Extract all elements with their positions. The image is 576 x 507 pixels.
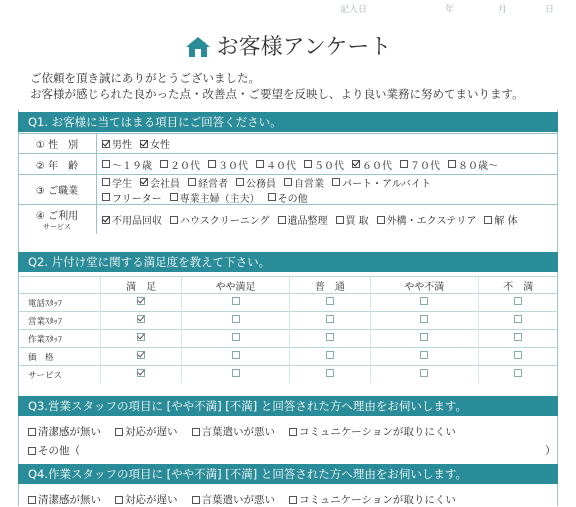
row-label-text: ③ ご職業 [35,186,79,197]
sat-column-header: 普 通 [289,277,370,294]
q1-option[interactable] [140,136,170,151]
sat-cell [101,330,182,348]
option-label: ハウスクリーニング [180,216,270,227]
q4-heading: Q4.作業スタッフの項目に [やや不満] [不満] と回答された方へ理由をお伺いします。 [18,464,558,484]
option-label: ４０代 [266,160,296,172]
option-line [102,190,431,205]
q1-heading: Q1. お客様に当てはまる項目にご回答ください。 [18,112,558,132]
q1-option[interactable] [304,157,344,172]
sat-cell [101,366,182,384]
checkbox[interactable] [115,496,123,504]
satisfaction-table [18,276,558,383]
option-label: 解 体 [494,216,518,227]
checkbox[interactable] [332,178,340,186]
date-day: 日 [545,5,555,15]
sat-checkbox[interactable] [514,351,522,359]
option-label: その他 [277,193,308,205]
checkbox[interactable] [140,140,148,148]
option-label: 自営業 [294,178,324,190]
sat-checkbox[interactable] [514,333,522,341]
q1-option[interactable] [377,212,477,227]
q1-row [18,204,558,234]
q1-option[interactable] [102,157,152,172]
option-label: 不用品回収 [112,216,162,227]
option-label: 言葉遣いが悪い [201,426,275,438]
option-label: 外構・エクステリア [386,216,477,227]
option-label: ２０代 [170,160,200,172]
option-label: フリーター [112,193,162,205]
q1-row-label [18,205,97,234]
row-label-text: ② 年 齢 [35,160,79,172]
sat-cell [182,330,289,348]
q1-option[interactable] [336,212,369,227]
checkbox[interactable] [28,447,36,455]
sat-cell [182,366,289,384]
sat-row-label: 営業ｽﾀｯﾌ [18,312,101,330]
sat-checkbox[interactable] [420,351,428,359]
checkbox[interactable] [278,216,286,224]
q4-option[interactable] [28,492,101,507]
sat-checkbox[interactable] [137,297,145,305]
option-label: ～１９歳 [112,160,152,172]
checkbox[interactable] [336,216,344,224]
q3-options [28,424,456,439]
sat-row [18,294,558,312]
checkbox[interactable] [160,160,168,168]
q4-option[interactable] [192,492,276,507]
q1-option[interactable] [170,190,260,205]
intro-line-2: お客様が感じられた良かった点・改善点・ご要望を反映し、より良い業務に努めてまいります。 [30,87,524,101]
sat-cell [478,366,558,384]
checkbox[interactable] [192,428,200,436]
sat-checkbox[interactable] [232,315,240,323]
q4-option[interactable] [289,492,456,507]
sat-row [18,348,558,366]
q1-option[interactable] [256,157,296,172]
checkbox[interactable] [170,193,178,201]
q3-option[interactable] [28,424,101,439]
q1-row-options [102,175,431,204]
checkbox[interactable] [192,496,200,504]
row-label-sub: サービス [43,223,71,231]
option-label: 男性 [112,140,132,151]
q1-option[interactable] [188,175,228,190]
option-label: 会社員 [150,178,180,190]
checkbox[interactable] [289,428,297,436]
option-label: ３０代 [218,160,248,172]
sat-cell [289,294,370,312]
checkbox[interactable] [115,428,123,436]
sat-checkbox[interactable] [420,369,428,377]
checkbox[interactable] [256,160,264,168]
q1-row-label [18,154,97,174]
sat-column-header: やや不満 [371,277,478,294]
sat-column-header: やや満足 [182,277,289,294]
q1-option[interactable] [140,175,180,190]
option-line [102,157,498,172]
checkbox[interactable] [102,178,110,186]
sat-corner [18,277,101,294]
checkbox[interactable] [102,160,110,168]
sat-cell [478,348,558,366]
q1-option[interactable] [448,157,498,172]
sat-row-label: 価 格 [18,348,101,366]
sat-checkbox[interactable] [137,333,145,341]
sat-checkbox[interactable] [420,315,428,323]
q1-row-options [102,134,170,153]
sat-checkbox[interactable] [232,351,240,359]
q1-option[interactable] [102,190,162,205]
sat-checkbox[interactable] [232,297,240,305]
sat-cell [101,348,182,366]
page-title [0,30,576,64]
sat-checkbox[interactable] [232,369,240,377]
q1-option[interactable] [102,136,132,151]
sat-row [18,366,558,384]
q3-option[interactable] [192,424,276,439]
option-label: 公務員 [246,178,276,190]
checkbox[interactable] [188,178,196,186]
sat-checkbox[interactable] [514,297,522,305]
sat-cell [478,312,558,330]
sat-cell [101,312,182,330]
checkbox[interactable] [102,140,110,148]
intro-line-1: ご依頼を頂き誠にありがとうございました。 [30,71,260,85]
q3-other-option[interactable] [28,443,80,458]
q1-option[interactable] [208,157,248,172]
option-label: ８０歳～ [458,160,498,172]
q1-option[interactable] [170,212,270,227]
row-label-text: ① 性 別 [35,140,79,151]
q1-option[interactable] [484,212,517,227]
option-label: ７０代 [410,160,440,172]
q1-row-label [18,134,97,153]
sat-cell [289,366,370,384]
q1-option[interactable] [102,175,132,190]
q1-option[interactable] [160,157,200,172]
option-line [102,212,518,227]
sat-checkbox[interactable] [232,333,240,341]
option-label: 学生 [112,178,132,190]
sat-checkbox[interactable] [326,369,334,377]
sat-cell [289,348,370,366]
sat-checkbox[interactable] [514,369,522,377]
checkbox[interactable] [352,160,360,168]
sat-checkbox[interactable] [326,351,334,359]
sat-row [18,330,558,348]
q1-option[interactable] [278,212,328,227]
title-text: お客様アンケート [216,35,392,60]
q1-row [18,174,558,204]
checkbox[interactable] [448,160,456,168]
checkbox[interactable] [102,216,110,224]
option-line [102,136,170,151]
checkbox[interactable] [140,178,148,186]
checkbox[interactable] [484,216,492,224]
option-label: 対応が遅い [125,494,178,506]
sat-cell [371,312,478,330]
sat-checkbox[interactable] [326,333,334,341]
option-label: コミュニケーションが取りにくい [299,494,456,506]
sat-cell [371,348,478,366]
sat-checkbox[interactable] [137,351,145,359]
checkbox[interactable] [284,178,292,186]
intro-text [30,70,524,102]
q3-heading: Q3.営業スタッフの項目に [やや不満] [不満] と回答された方へ理由をお伺いします。 [18,396,558,416]
q4-options [28,492,456,507]
sat-column-header: 満 足 [101,277,182,294]
q2-heading: Q2. 片付け堂に関する満足度を教えて下さい。 [18,252,558,272]
sat-checkbox[interactable] [326,315,334,323]
checkbox[interactable] [28,496,36,504]
q1-row [18,133,558,153]
checkbox[interactable] [289,496,297,504]
date-label: 記入日 [340,5,368,15]
q3-other-row [28,443,80,458]
q1-option[interactable] [400,157,440,172]
q3-option[interactable] [115,424,178,439]
sat-checkbox[interactable] [420,333,428,341]
option-label: ５０代 [314,160,344,172]
checkbox[interactable] [208,160,216,168]
option-label: 経営者 [198,178,228,190]
date-line [340,2,560,16]
checkbox[interactable] [304,160,312,168]
checkbox[interactable] [236,178,244,186]
checkbox[interactable] [102,193,110,201]
row-label-text: ④ ご利用 [35,211,79,222]
sat-cell [289,330,370,348]
checkbox[interactable] [400,160,408,168]
date-year: 年 [445,5,455,15]
q1-row-options [102,154,498,174]
q3-option[interactable] [289,424,456,439]
sat-cell [478,294,558,312]
option-label: 買 取 [345,216,369,227]
sat-cell [371,366,478,384]
option-label: 清潔感が無い [38,494,101,506]
option-label: 対応が遅い [125,426,178,438]
sat-row [18,312,558,330]
sat-cell [478,330,558,348]
sat-row-label: サービス [18,366,101,384]
checkbox[interactable] [268,193,276,201]
q1-option[interactable] [236,175,276,190]
option-label: ６０代 [362,160,392,172]
option-label: 女性 [150,140,170,151]
sat-cell [371,330,478,348]
q1-option[interactable] [268,190,308,205]
sat-checkbox[interactable] [137,315,145,323]
q1-row-options [102,205,518,234]
option-label: コミュニケーションが取りにくい [299,426,456,438]
option-label: 専業主婦（主夫） [179,193,260,205]
sat-row-label: 作業ｽﾀｯﾌ [18,330,101,348]
sat-cell [371,294,478,312]
sat-row-label: 電話ｽﾀｯﾌ [18,294,101,312]
option-label: 遺品整理 [287,216,328,227]
sat-checkbox[interactable] [326,297,334,305]
q3-other-close: ） [545,444,556,457]
q1-option[interactable] [332,175,431,190]
q1-option[interactable] [284,175,324,190]
sat-checkbox[interactable] [514,315,522,323]
sat-checkbox[interactable] [137,369,145,377]
sat-cell [182,348,289,366]
q1-option[interactable] [102,212,162,227]
option-line [102,175,431,190]
sat-cell [182,312,289,330]
checkbox[interactable] [377,216,385,224]
q1-option[interactable] [352,157,392,172]
option-label: 清潔感が無い [38,426,101,438]
q1-row-label [18,175,97,204]
sat-cell [101,294,182,312]
date-month: 月 [498,5,508,15]
checkbox[interactable] [28,428,36,436]
sat-cell [182,294,289,312]
checkbox[interactable] [170,216,178,224]
option-label: 言葉遣いが悪い [201,494,275,506]
q1-row [18,153,558,174]
sat-cell [289,312,370,330]
q3-other-label: その他（ [38,445,80,457]
sat-column-header: 不 満 [478,277,558,294]
sat-checkbox[interactable] [420,297,428,305]
q4-option[interactable] [115,492,178,507]
option-label: パート・アルバイト [342,178,431,190]
house-icon [185,36,211,64]
